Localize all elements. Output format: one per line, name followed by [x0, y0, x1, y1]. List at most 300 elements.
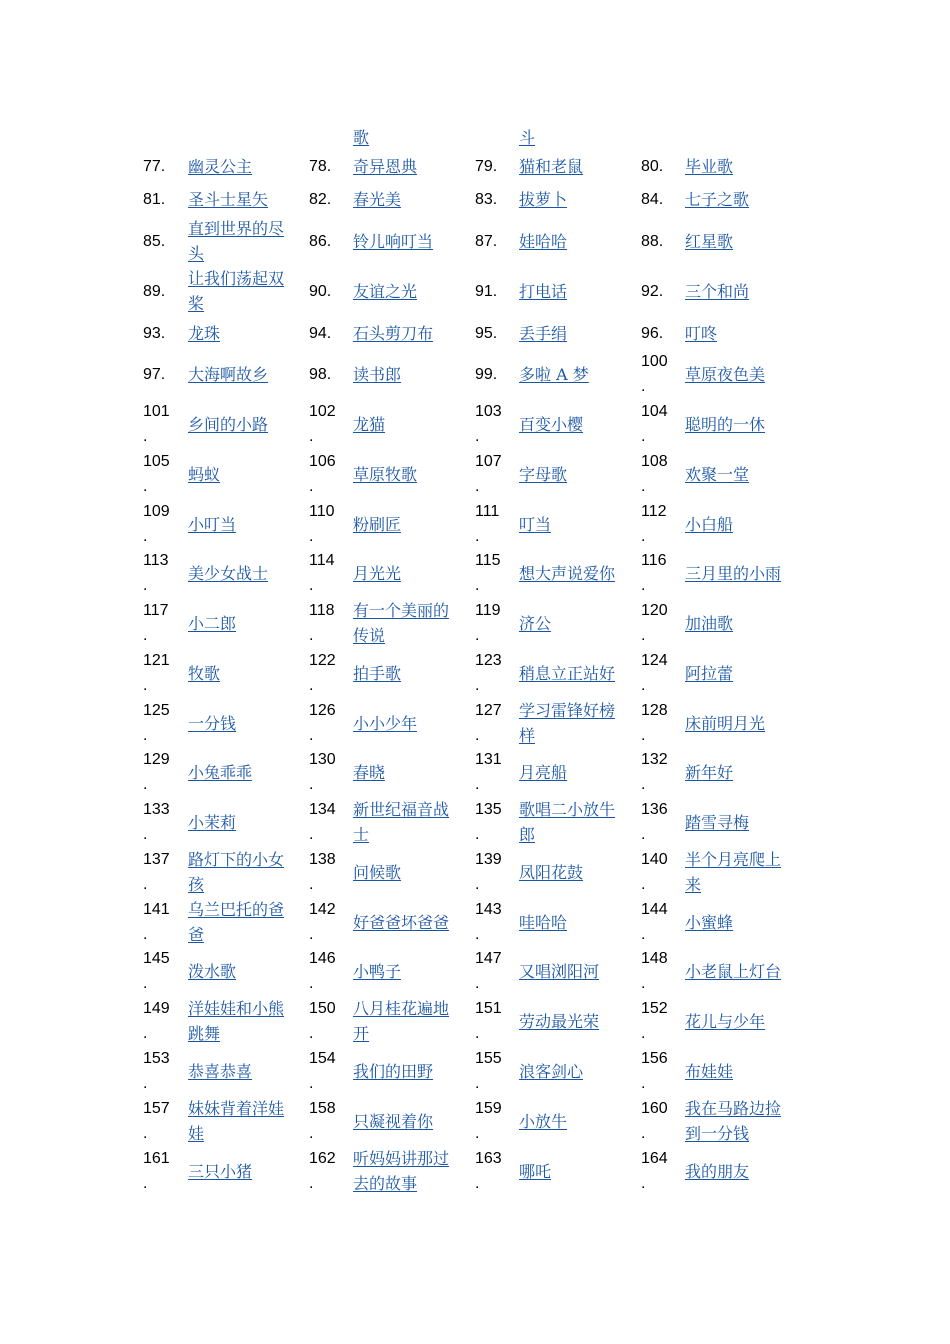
item-number-digits: 77.	[143, 157, 166, 175]
item-number	[475, 897, 502, 947]
song-title-link[interactable]	[519, 910, 623, 935]
song-title-link[interactable]	[353, 910, 457, 935]
song-title-link[interactable]	[519, 362, 623, 387]
song-title-link[interactable]	[353, 561, 457, 586]
song-title-line: 哇哈哈	[519, 912, 568, 932]
item-number-digits: 116	[641, 552, 667, 569]
song-title-link[interactable]	[353, 1059, 457, 1084]
item-number-digits: 154	[309, 1050, 336, 1067]
item-number-digits: 80.	[641, 157, 664, 175]
song-title-link[interactable]	[188, 561, 292, 586]
item-number-dot: .	[641, 727, 646, 744]
title-fragment-link[interactable]	[519, 125, 623, 150]
song-title-line: 我的朋友	[685, 1161, 750, 1181]
item-number	[143, 946, 170, 996]
song-title-link[interactable]	[188, 1059, 292, 1084]
item-number-digits: 78.	[309, 157, 332, 175]
item-number-digits: 117	[143, 602, 169, 619]
item-number-dot: .	[309, 975, 314, 992]
song-title-link[interactable]	[353, 760, 457, 785]
item-number-dot: .	[475, 1025, 480, 1042]
song-title-line: 小兔乖乖	[188, 762, 253, 782]
item-number-digits: 111	[475, 503, 500, 520]
song-title-line: 阿拉蕾	[685, 663, 734, 683]
song-title-link[interactable]	[685, 462, 789, 487]
song-title-link[interactable]	[353, 661, 457, 686]
song-title-link[interactable]	[188, 847, 292, 897]
song-title-link[interactable]	[188, 321, 292, 346]
item-number	[475, 548, 501, 598]
item-number	[641, 499, 667, 549]
song-title-link[interactable]	[353, 462, 457, 487]
song-title-link[interactable]	[519, 187, 623, 212]
song-title-line: 到一分钱	[685, 1124, 750, 1143]
item-number	[475, 1096, 502, 1146]
song-title-line: 传说	[353, 626, 386, 645]
item-number-digits: 91.	[475, 282, 498, 300]
song-title-line: 龙珠	[188, 323, 221, 343]
song-title-line: 七子之歌	[685, 189, 750, 209]
song-title-link[interactable]	[685, 187, 789, 212]
item-number	[641, 847, 668, 897]
item-number-digits: 123	[475, 652, 502, 669]
item-number	[641, 946, 668, 996]
song-title-line: 有一个美丽的	[353, 601, 450, 620]
song-title-link[interactable]	[685, 810, 789, 835]
item-number	[309, 399, 336, 449]
item-number	[641, 1146, 668, 1196]
song-title-link[interactable]	[685, 412, 789, 437]
item-number-digits: 138	[309, 851, 336, 868]
song-title-link[interactable]	[685, 1096, 789, 1146]
song-title-link[interactable]	[353, 321, 457, 346]
item-number-digits: 82.	[309, 190, 332, 208]
song-title-link[interactable]	[519, 412, 623, 437]
song-title-link[interactable]	[188, 266, 292, 316]
item-number-dot: .	[475, 627, 480, 644]
item-number	[475, 996, 502, 1046]
item-number-digits: 86.	[309, 232, 332, 250]
song-title-line: 问候歌	[353, 862, 402, 882]
item-number	[143, 996, 170, 1046]
song-title-link[interactable]	[188, 412, 292, 437]
song-title-link[interactable]	[353, 959, 457, 984]
song-title-line: 样	[519, 726, 536, 745]
item-number	[143, 747, 170, 797]
song-title-link[interactable]	[685, 711, 789, 736]
song-title-line: 头	[188, 244, 205, 263]
item-number-digits: 161	[143, 1150, 170, 1167]
item-number-dot: .	[309, 1075, 314, 1092]
song-title-line: 小叮当	[188, 514, 237, 534]
song-title-line: 哪吒	[519, 1161, 552, 1181]
song-title-link[interactable]	[188, 661, 292, 686]
item-number	[143, 399, 170, 449]
item-number	[143, 321, 165, 346]
song-title-link[interactable]	[188, 462, 292, 487]
song-title-link[interactable]	[188, 512, 292, 537]
song-title-link[interactable]	[685, 959, 789, 984]
item-number-digits: 105	[143, 453, 170, 470]
item-number-digits: 93.	[143, 324, 166, 342]
item-number-digits: 81.	[143, 190, 166, 208]
item-number	[641, 349, 668, 399]
song-title-link[interactable]	[353, 279, 457, 304]
item-number-dot: .	[143, 428, 148, 445]
item-number-dot: .	[641, 776, 646, 793]
song-title-link[interactable]	[353, 797, 457, 847]
item-number-digits: 162	[309, 1150, 336, 1167]
item-number-dot: .	[143, 1175, 148, 1192]
item-number	[143, 797, 170, 847]
item-number-digits: 118	[309, 602, 335, 619]
song-title-link[interactable]	[519, 959, 623, 984]
item-number-dot: .	[641, 528, 646, 545]
item-number-dot: .	[475, 1075, 480, 1092]
song-title-link[interactable]	[353, 154, 457, 179]
item-number	[641, 449, 668, 499]
song-title-link[interactable]	[188, 611, 292, 636]
item-number	[475, 648, 502, 698]
song-title-link[interactable]	[519, 229, 623, 254]
song-title-line: 小茉莉	[188, 812, 237, 832]
item-number-digits: 160	[641, 1100, 668, 1117]
item-number-dot: .	[309, 1175, 314, 1192]
song-title-line: 圣斗士星矢	[188, 189, 269, 209]
item-number	[475, 698, 502, 748]
item-number	[641, 698, 668, 748]
item-number	[475, 499, 499, 549]
item-number-digits: 101	[143, 403, 170, 420]
item-number-dot: .	[143, 1075, 148, 1092]
item-number	[475, 847, 502, 897]
song-title-line: 我在马路边捡	[685, 1099, 782, 1118]
item-number	[309, 279, 331, 304]
song-title-link[interactable]	[188, 897, 292, 947]
item-number	[143, 897, 170, 947]
song-title-link[interactable]	[519, 797, 623, 847]
song-title-link[interactable]	[353, 229, 457, 254]
song-title-line: 好爸爸坏爸爸	[353, 912, 450, 932]
item-number-digits: 85.	[143, 232, 166, 250]
song-title-line: 跳舞	[188, 1024, 221, 1043]
item-number	[641, 399, 668, 449]
item-number-dot: .	[641, 577, 646, 594]
item-number	[309, 449, 336, 499]
item-number	[309, 154, 331, 179]
song-title-line: 济公	[519, 613, 552, 633]
song-title-link[interactable]	[519, 512, 623, 537]
item-number-dot: .	[309, 627, 314, 644]
song-title-link[interactable]	[685, 910, 789, 935]
song-title-link[interactable]	[353, 1109, 457, 1134]
item-number	[309, 897, 336, 947]
item-number-digits: 152	[641, 1000, 668, 1017]
song-title-link[interactable]	[685, 661, 789, 686]
song-title-link[interactable]	[353, 711, 457, 736]
item-number-digits: 135	[475, 801, 502, 818]
song-title-link[interactable]	[188, 1159, 292, 1184]
item-number-dot: .	[641, 677, 646, 694]
item-number	[143, 187, 165, 212]
item-number-digits: 136	[641, 801, 668, 818]
song-title-link[interactable]	[353, 996, 457, 1046]
item-number	[143, 847, 170, 897]
song-title-line: 稍息立正站好	[519, 663, 616, 683]
item-number	[143, 229, 165, 254]
item-number-dot: .	[475, 876, 480, 893]
song-title-line: 拍手歌	[353, 663, 402, 683]
song-title-link[interactable]	[685, 760, 789, 785]
item-number-digits: 140	[641, 851, 668, 868]
item-number	[475, 229, 497, 254]
item-number-digits: 128	[641, 702, 668, 719]
item-number-dot: .	[475, 528, 480, 545]
song-title-line: 小二郎	[188, 613, 237, 633]
song-title-link[interactable]	[188, 810, 292, 835]
song-title-link[interactable]	[353, 860, 457, 885]
song-title-line: 粉刷匠	[353, 514, 402, 534]
item-number-dot: .	[309, 776, 314, 793]
item-number-digits: 102	[309, 403, 336, 420]
song-title-link[interactable]	[188, 216, 292, 266]
song-title-link[interactable]	[188, 711, 292, 736]
item-number	[475, 279, 497, 304]
item-number	[475, 321, 497, 346]
song-title-link[interactable]	[519, 661, 623, 686]
song-title-link[interactable]	[519, 860, 623, 885]
song-title-line: 来	[685, 875, 702, 894]
item-number	[641, 747, 668, 797]
item-number	[309, 1096, 336, 1146]
item-number-dot: .	[475, 428, 480, 445]
item-number-dot: .	[143, 627, 148, 644]
item-number-digits: 114	[309, 552, 335, 569]
song-title-link[interactable]	[519, 698, 623, 748]
song-title-link[interactable]	[188, 996, 292, 1046]
item-number-dot: .	[641, 975, 646, 992]
item-number-digits: 90.	[309, 282, 332, 300]
song-title-link[interactable]	[353, 512, 457, 537]
song-title-link[interactable]	[519, 1009, 623, 1034]
song-title-line: 浪客剑心	[519, 1061, 584, 1081]
item-number-digits: 163	[475, 1150, 502, 1167]
song-title-line: 桨	[188, 294, 205, 313]
item-number-dot: .	[143, 1125, 148, 1142]
item-number-digits: 106	[309, 453, 336, 470]
song-title-line: 美少女战士	[188, 563, 269, 583]
item-number-digits: 145	[143, 950, 170, 967]
item-number-digits: 108	[641, 453, 668, 470]
item-number-dot: .	[641, 1025, 646, 1042]
song-title-line: 铃儿响叮当	[353, 231, 434, 251]
item-number	[309, 648, 336, 698]
song-title-link[interactable]	[353, 362, 457, 387]
song-title-link[interactable]	[353, 1146, 457, 1196]
item-number-digits: 113	[143, 552, 169, 569]
song-title-link[interactable]	[188, 959, 292, 984]
song-title-link[interactable]	[519, 1059, 623, 1084]
item-number-digits: 150	[309, 1000, 336, 1017]
item-number-digits: 125	[143, 702, 170, 719]
song-title-line: 新年好	[685, 762, 734, 782]
item-number-digits: 98.	[309, 365, 332, 383]
song-title-line: 学习雷锋好榜	[519, 701, 616, 720]
song-title-line: 读书郎	[353, 364, 402, 384]
song-title-link[interactable]	[188, 1096, 292, 1146]
item-number	[641, 187, 663, 212]
song-title-link[interactable]	[519, 561, 623, 586]
item-number-digits: 120	[641, 602, 668, 619]
song-title-link[interactable]	[519, 462, 623, 487]
item-number-digits: 99.	[475, 365, 498, 383]
song-title-link[interactable]	[353, 412, 457, 437]
item-number-dot: .	[641, 876, 646, 893]
item-number-digits: 104	[641, 403, 668, 420]
item-number-dot: .	[143, 677, 148, 694]
item-number	[641, 897, 668, 947]
song-title-line: 一分钱	[188, 713, 237, 733]
item-number	[143, 154, 165, 179]
song-title-link[interactable]	[519, 279, 623, 304]
song-title-line: 友谊之光	[353, 281, 418, 301]
song-title-line: 去的故事	[353, 1174, 418, 1193]
item-number-dot: .	[641, 826, 646, 843]
item-number-digits: 103	[475, 403, 502, 420]
item-number-dot: .	[143, 577, 148, 594]
song-title-link[interactable]	[685, 362, 789, 387]
item-number	[309, 1146, 336, 1196]
song-title-link[interactable]	[685, 154, 789, 179]
item-number	[475, 797, 502, 847]
title-fragment-link[interactable]	[353, 125, 457, 150]
item-number	[475, 1046, 502, 1096]
song-title-link[interactable]	[188, 154, 292, 179]
item-number-digits: 134	[309, 801, 336, 818]
song-title-link[interactable]	[353, 187, 457, 212]
song-title-line: 歌唱二小放牛	[519, 800, 616, 819]
item-number-digits: 148	[641, 950, 668, 967]
song-title-line: 恭喜恭喜	[188, 1061, 253, 1081]
song-title-line: 龙猫	[353, 414, 386, 434]
item-number-dot: .	[309, 478, 314, 495]
title-fragment-line: 歌	[353, 127, 370, 147]
song-title-link[interactable]	[519, 760, 623, 785]
song-title-line: 月光光	[353, 563, 402, 583]
item-number-digits: 141	[143, 901, 170, 918]
item-number	[475, 187, 497, 212]
song-title-link[interactable]	[685, 279, 789, 304]
song-title-link[interactable]	[685, 847, 789, 897]
item-number-dot: .	[641, 627, 646, 644]
item-number	[143, 598, 169, 648]
item-number-digits: 147	[475, 950, 502, 967]
song-title-link[interactable]	[519, 611, 623, 636]
song-title-link[interactable]	[685, 321, 789, 346]
song-title-line: 欢聚一堂	[685, 464, 750, 484]
song-title-link[interactable]	[188, 760, 292, 785]
song-title-link[interactable]	[353, 598, 457, 648]
song-title-line: 乡间的小路	[188, 414, 269, 434]
item-number-digits: 79.	[475, 157, 498, 175]
item-number-dot: .	[143, 876, 148, 893]
item-number-digits: 131	[475, 751, 502, 768]
item-number	[641, 648, 668, 698]
item-number-digits: 84.	[641, 190, 664, 208]
item-number-digits: 146	[309, 950, 336, 967]
song-title-line: 三只小猪	[188, 1161, 253, 1181]
song-title-line: 想大声说爱你	[519, 563, 616, 583]
item-number	[475, 449, 502, 499]
item-number-digits: 126	[309, 702, 336, 719]
song-title-link[interactable]	[188, 187, 292, 212]
item-number-digits: 132	[641, 751, 668, 768]
item-number	[309, 747, 336, 797]
song-title-link[interactable]	[685, 512, 789, 537]
item-number	[641, 797, 668, 847]
item-number-dot: .	[475, 478, 480, 495]
item-number-dot: .	[309, 428, 314, 445]
item-number	[309, 229, 331, 254]
item-number-digits: 112	[641, 503, 667, 520]
song-title-line: 三月里的小雨	[685, 563, 782, 583]
item-number-digits: 92.	[641, 282, 664, 300]
item-number-digits: 100	[641, 353, 668, 370]
song-title-line: 小鸭子	[353, 961, 402, 981]
item-number	[143, 698, 170, 748]
song-title-line: 牧歌	[188, 663, 221, 683]
item-number-dot: .	[475, 826, 480, 843]
item-number-digits: 107	[475, 453, 502, 470]
item-number-dot: .	[143, 478, 148, 495]
item-number	[475, 154, 497, 179]
song-title-line: 孩	[188, 875, 205, 894]
song-title-link[interactable]	[188, 362, 292, 387]
item-number-digits: 97.	[143, 365, 166, 383]
song-title-link[interactable]	[685, 229, 789, 254]
song-title-link[interactable]	[519, 1109, 623, 1134]
item-number-digits: 94.	[309, 324, 332, 342]
song-title-link[interactable]	[685, 1159, 789, 1184]
song-title-line: 泼水歌	[188, 961, 237, 981]
song-title-line: 石头剪刀布	[353, 323, 434, 343]
item-number-digits: 137	[143, 851, 170, 868]
item-number	[641, 279, 663, 304]
song-title-link[interactable]	[685, 1059, 789, 1084]
song-title-line: 叮当	[519, 514, 552, 534]
item-number-digits: 139	[475, 851, 502, 868]
item-number-dot: .	[641, 1075, 646, 1092]
song-title-line: 只凝视着你	[353, 1111, 434, 1131]
song-title-link[interactable]	[519, 321, 623, 346]
item-number-dot: .	[475, 926, 480, 943]
song-title-line: 开	[353, 1024, 370, 1043]
item-number-dot: .	[309, 577, 314, 594]
song-title-link[interactable]	[519, 154, 623, 179]
song-title-link[interactable]	[685, 561, 789, 586]
item-number-digits: 133	[143, 801, 170, 818]
item-number-dot: .	[475, 1125, 480, 1142]
song-title-line: 乌兰巴托的爸	[188, 900, 285, 919]
song-title-link[interactable]	[685, 611, 789, 636]
item-number-dot: .	[309, 826, 314, 843]
item-number-dot: .	[309, 1125, 314, 1142]
song-title-link[interactable]	[519, 1159, 623, 1184]
item-number	[641, 548, 667, 598]
song-title-link[interactable]	[685, 1009, 789, 1034]
item-number-dot: .	[309, 677, 314, 694]
item-number	[475, 946, 502, 996]
